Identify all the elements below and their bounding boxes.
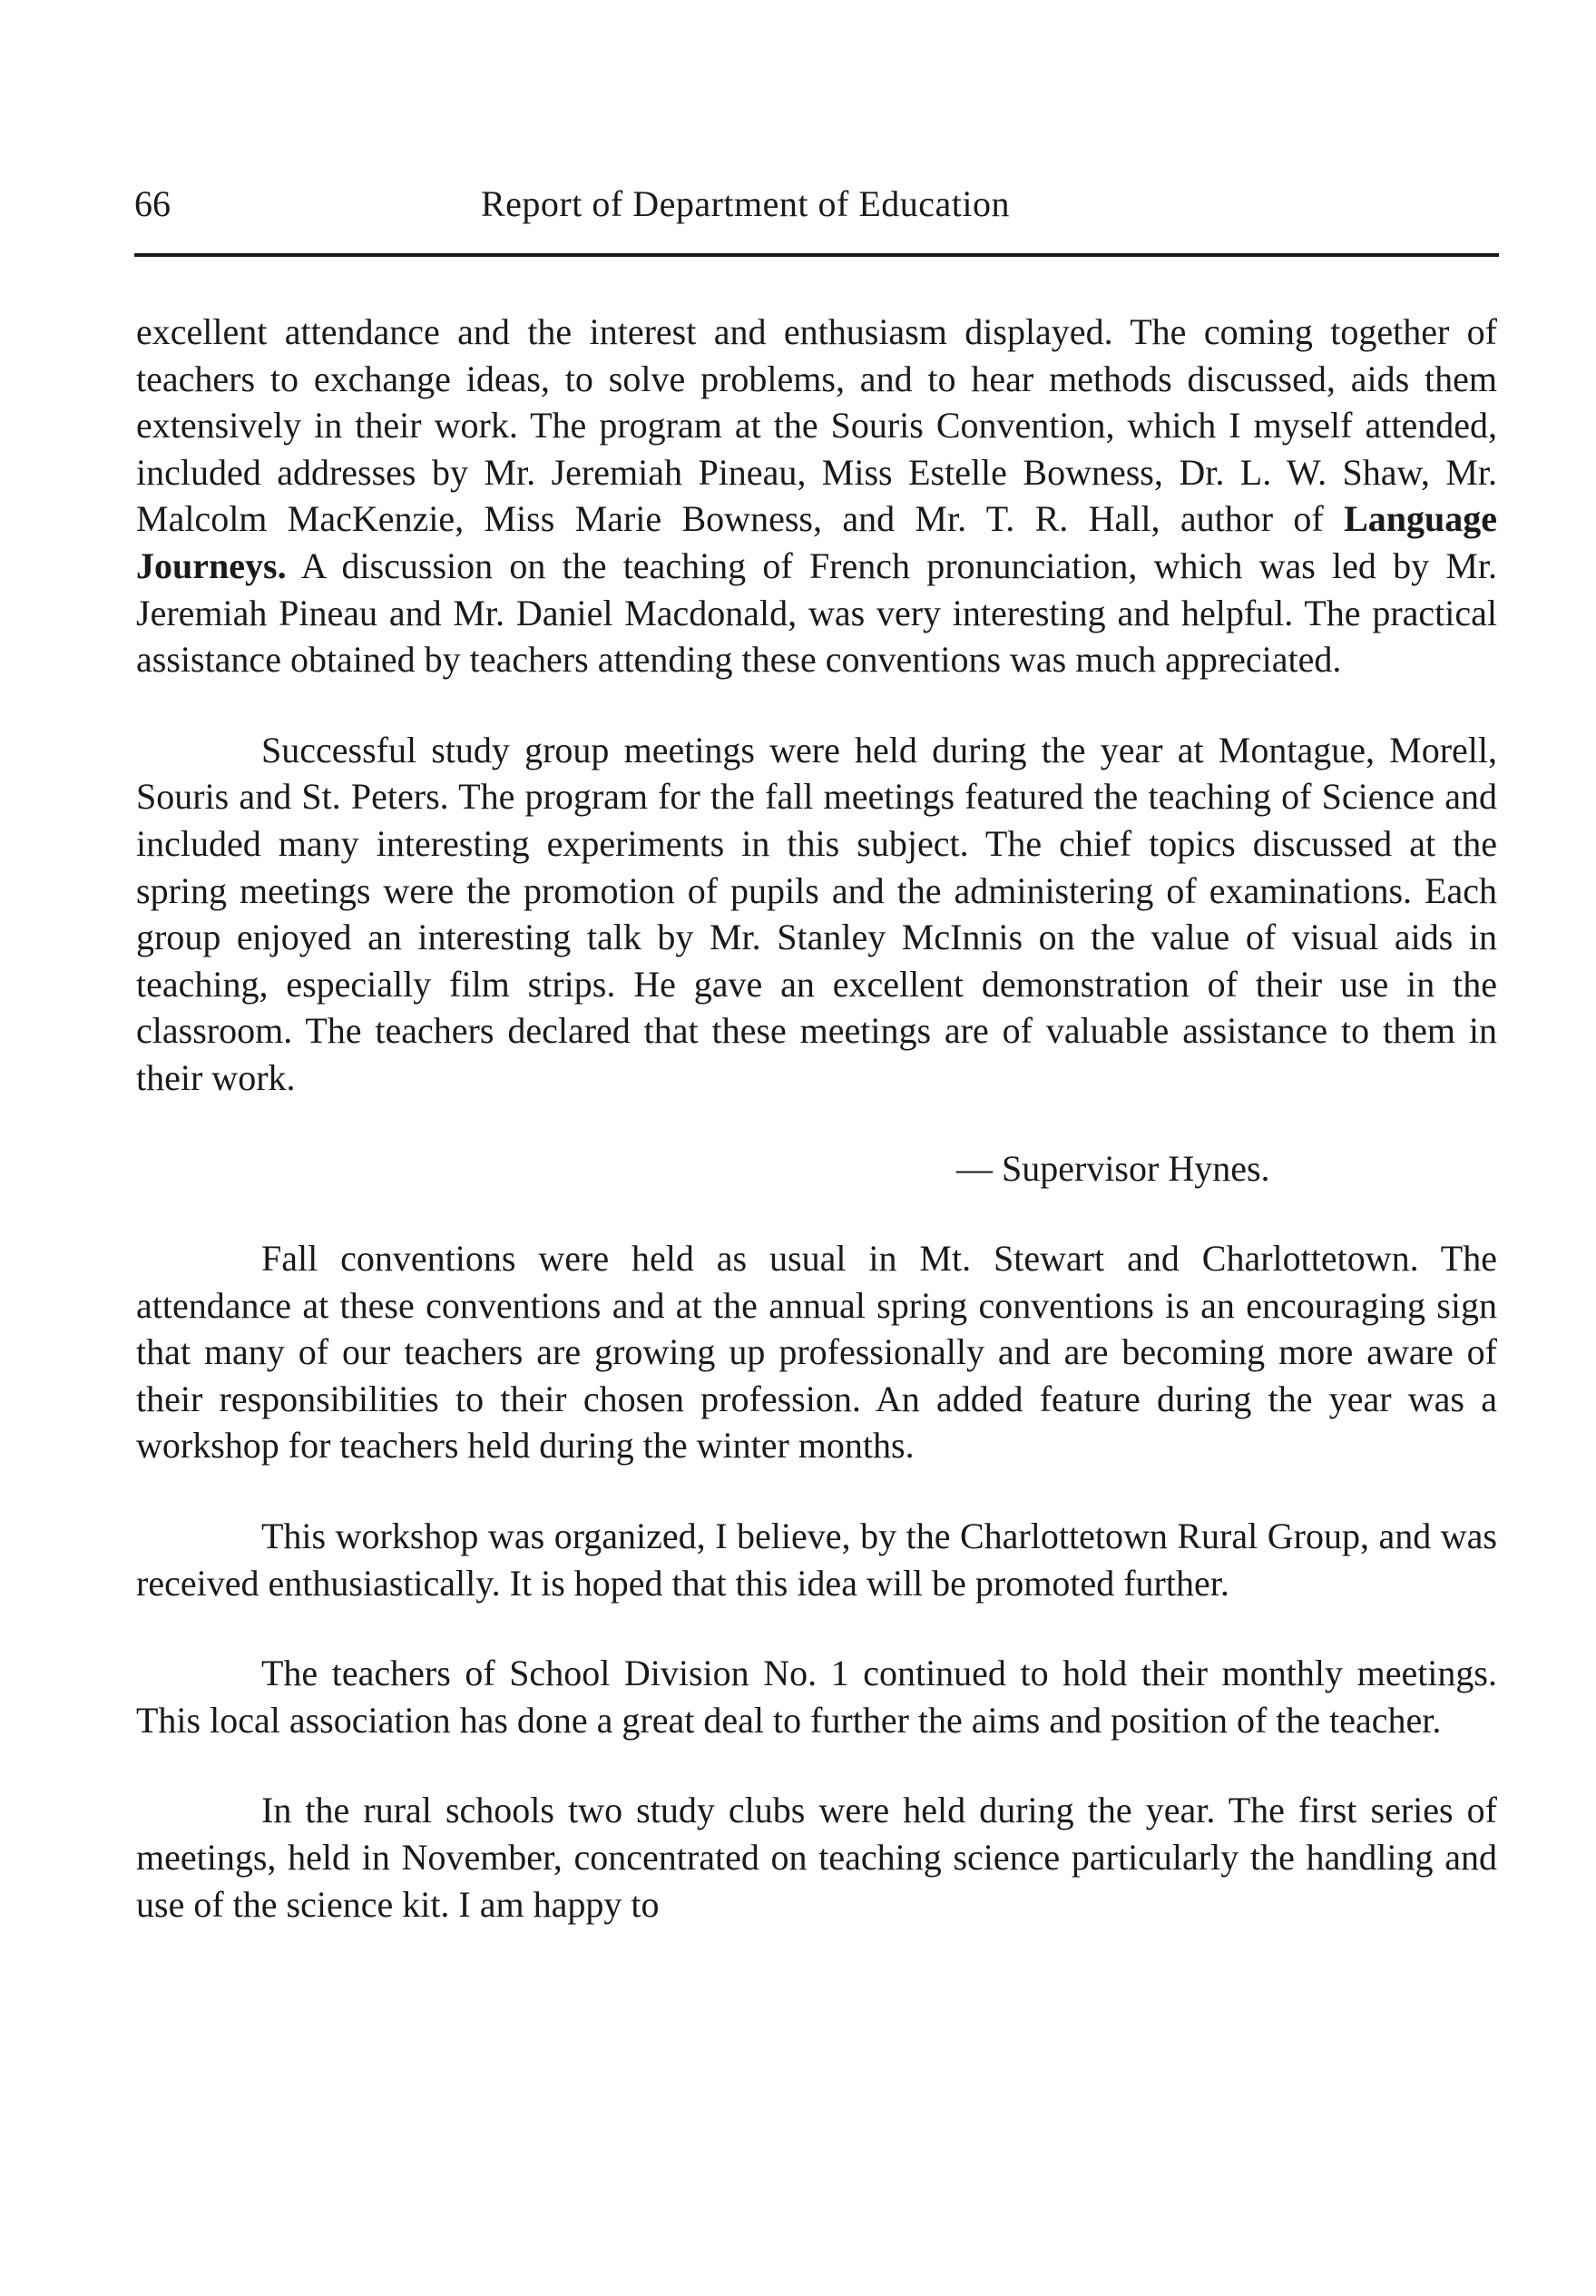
page-number: 66 (134, 183, 171, 224)
paragraph-text: excellent attendance and the interest and enthusiasm displayed. The coming together of teachers to exchange ideas, to solve problems, and to hear methods discussed, aids them extensively in their work. The program at the Souris Convention, which I myself attended, included addresses by Mr. Jeremiah Pineau, Miss Estelle Bowness, Dr. L. W. Shaw, Mr. Malcolm MacKenzie, Miss Marie Bowness, and Mr. T. R. Hall, author of (136, 311, 1497, 540)
paragraph-workshop: This workshop was organized, I believe, by the Charlottetown Rural Group, and was received enthusiastically. It is hoped that this idea will be promoted further. (136, 1516, 1497, 1604)
paragraph-rural-study-clubs: In the rural schools two study clubs were held during the year. The first series of meetings, held in November, concentrated on teaching science particularly the handling and use of the science kit. I am happy to (136, 1790, 1497, 1925)
book-title: Language Journeys. (136, 498, 1497, 586)
body-text (136, 309, 1497, 1928)
paragraph-study-groups: Successful study group meetings were held during the year at Montague, Morell, Souris and St. Peters. The program for the fall meetings featured the teaching of Science and included many interesting experiments in this subject. The chief topics discussed at the spring meetings were the promotion of pupils and the administering of examinations. Each group enjoyed an interesting talk by Mr. Stanley McInnis on the value of visual aids in teaching, especially film strips. He gave an excellent demonstration of their use in the classroom. The teachers declared that these meetings are of valuable assistance to them in their work. (136, 729, 1497, 1098)
signature: — Supervisor Hynes. (956, 1147, 1270, 1189)
paragraph-convention-addresses (136, 309, 1497, 683)
header-rule (134, 253, 1499, 257)
paragraph-fall-conventions: Fall conventions were held as usual in Mt. Stewart and Charlottetown. The attendance at these conventions and at the annual spring conventions is an encouraging sign that many of our teachers are growing up professionally and are becoming more aware of their responsibilities to their chosen profession. An added feature during the year was a workshop for teachers held during the winter months. (136, 1238, 1497, 1467)
paragraph-text: A discussion on the teaching of French pronunciation, which was led by Mr. Jeremiah Pineau and Mr. Daniel Macdonald, was very interesting and helpful. The practical assistance obtained by teachers attending these conventions was much appreciated. (136, 545, 1497, 681)
paragraph-school-division: The teachers of School Division No. 1 continued to hold their monthly meetings. This local association has done a great deal to further the aims and position of the teacher. (136, 1653, 1497, 1741)
running-title: Report of Department of Education (481, 183, 1010, 224)
